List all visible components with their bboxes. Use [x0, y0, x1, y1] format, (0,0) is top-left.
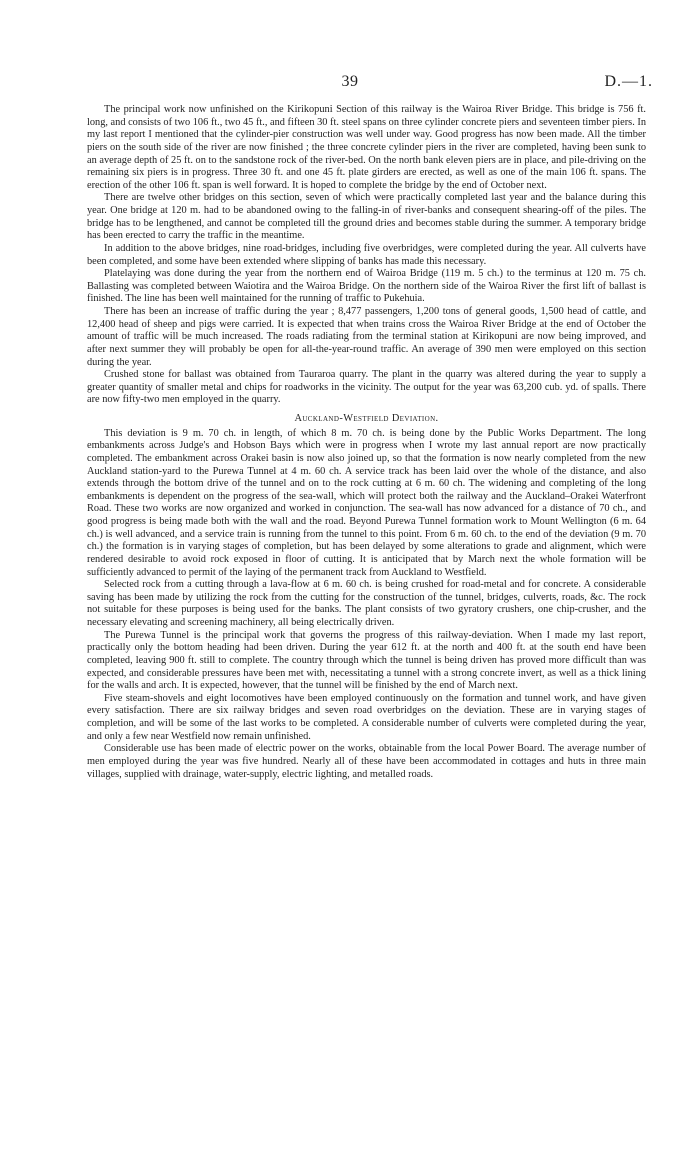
- paragraph-purewa-tunnel: The Purewa Tunnel is the principal work that governs the progress of this railway-deviation. When I made my last report, practically only the bottom heading had been driven. During the year 612 ft. at the north and 400 ft. at the south end have been completed, leaving 900 ft. still to complete. The country through which the tunnel is being driven has proved more difficult than was expected, and considerable pressures have been met with, necessitating a tunnel with a strong concrete invert, as well as a thick lining for the walls and arch. It is expected, however, that the tunnel will be finished by the end of March next.: [87, 629, 646, 692]
- paragraph-road-bridges: In addition to the above bridges, nine road-bridges, including five overbridges, were completed during the year. All culverts have been completed, and some have been extended where slipping of banks has made this necessary.: [87, 242, 646, 267]
- paragraph-electric-power: Considerable use has been made of electric power on the works, obtainable from the local Power Board. The average number of men employed during the year was five hundred. Nearly all of these have been accommodated in cottages and huts in three main villages, supplied with drainage, water-supply, electric lighting, and metalled roads.: [87, 743, 646, 780]
- section-heading: Auckland-Westfield Deviation.: [294, 413, 439, 424]
- page-body: [87, 104, 646, 781]
- paragraph-platelaying: Platelaying was done during the year from the northern end of Wairoa Bridge (119 m. 5 ch.) to the terminus at 120 m. 75 ch. Ballasting was completed between Waiotira and the Wairoa Bridge. On the northern side of the Wairoa River the first lift of ballast is finished. The line has been well maintained for the running of traffic to Pukehuia.: [87, 268, 646, 305]
- document-reference: D.—1.: [604, 73, 653, 90]
- paragraph-steam-shovels: Five steam-shovels and eight locomotives have been employed continuously on the formation and tunnel work, and have given every satisfaction. There are six railway bridges and seven road overbridges on the deviation. These are in varying stages of completion, and will be some of the last works to be completed. A considerable number of culverts were completed during the year, and only a few near Westfield now remain unfinished.: [87, 692, 646, 742]
- paragraph-quarry: Crushed stone for ballast was obtained from Tauraroa quarry. The plant in the quarry was altered during the year to supply a greater quantity of smaller metal and chips for roadworks in the vicinity. The output for the year was 63,200 cub. yd. of spalls. There are now fifty-two men employed in the quarry.: [87, 369, 646, 406]
- paragraph-other-bridges: There are twelve other bridges on this section, seven of which were practically completed last year and the balance during this year. One bridge at 120 m. had to be abandoned owing to the falling-in of river-banks and consequent shearing-off of the piles. The bridge has to be lengthened, and cannot be completed till the ground dries and becomes stable during the summer. A temporary bridge has been erected to carry the traffic in the meantime.: [87, 192, 646, 242]
- page-number: 39: [341, 73, 359, 90]
- paragraph-selected-rock: Selected rock from a cutting through a lava-flow at 6 m. 60 ch. is being crushed for road-metal and for concrete. A considerable saving has been made by utilizing the rock from the cutting for the construction of the tunnel, bridges, culverts, roads, &c. The rock not suitable for these purposes is being used for the banks. The plant consists of two gyratory crushers, one chip-crusher, and the necessary elevating and screening machinery, all being electrically driven.: [87, 579, 646, 628]
- paragraph-wairoa-bridge: The principal work now unfinished on the Kirikopuni Section of this railway is the Wairoa River Bridge. This bridge is 756 ft. long, and consists of two 106 ft., two 45 ft., and fifteen 30 ft. steel spans on three cylinder concrete piers and seventeen timber piers. In my last report I mentioned that the cylinder-pier construction was well under way. Good progress has now been made. All the timber piers on the south side of the river are now finished ; the three concrete cylinder piers in the river are completed, having been sunk to an average depth of 25 ft. on to the sandstone rock of the river-bed. On the north bank eleven piers are in place, and pile-driving on the remaining six piers is in progress. Three 30 ft. and one 45 ft. plate girders are erected, as well as one of the main 106 ft. spans. The erection of the other 106 ft. span is well forward. It is hoped to complete the bridge by the end of October next.: [87, 104, 646, 191]
- paragraph-deviation: This deviation is 9 m. 70 ch. in length, of which 8 m. 70 ch. is being done by the Public Works Department. The long embankments across Judge's and Hobson Bays which were in progress when I wrote my last annual report are now practically completed. The embankment across Orakei basin is now also joined up, so that the formation is now nearly completed from the new Auckland station-yard to the Purewa Tunnel at 4 m. 60 ch. A service track has been laid over the whole of the distance, and also extends through the bottom drive of the tunnel and on to the rock cutting at 6 m. 60 ch. The widening and completing of the long embankments is dependent on the progress of the sea-wall, which will protect both the railway and the Auckland–Orakei Waterfront Road. These two works are now organized and worked in conjunction. The sea-wall has now advanced for a distance of 70 ch., and good progress is being made both with the wall and the road. Beyond Purewa Tunnel formation work to Mount Wellington (6 m. 64 ch.) is well advanced, and a service train is running from the tunnel to this point. From 6 m. 60 ch. to the end of the deviation (9 m. 70 ch.) the formation is in varying stages of completion, but has been delayed by some alterations to grade and alignment, which were rendered desirable to avoid rock exposed in floor of cutting. It is anticipated that by March next the whole formation will be sufficiently advanced to permit of the laying of the permanent track from Auckland to Westfield.: [87, 427, 646, 578]
- paragraph-traffic: There has been an increase of traffic during the year ; 8,477 passengers, 1,200 tons of general goods, 1,500 head of cattle, and 12,400 head of sheep and pigs were carried. It is expected that when trains cross the Wairoa River Bridge at the end of October the amount of traffic will be much increased. The roads radiating from the terminal station at Kirikopuni are now being improved, and after next summer they will probably be open for all-the-year-round traffic. An average of 390 men were employed on this section during the year.: [87, 306, 646, 368]
